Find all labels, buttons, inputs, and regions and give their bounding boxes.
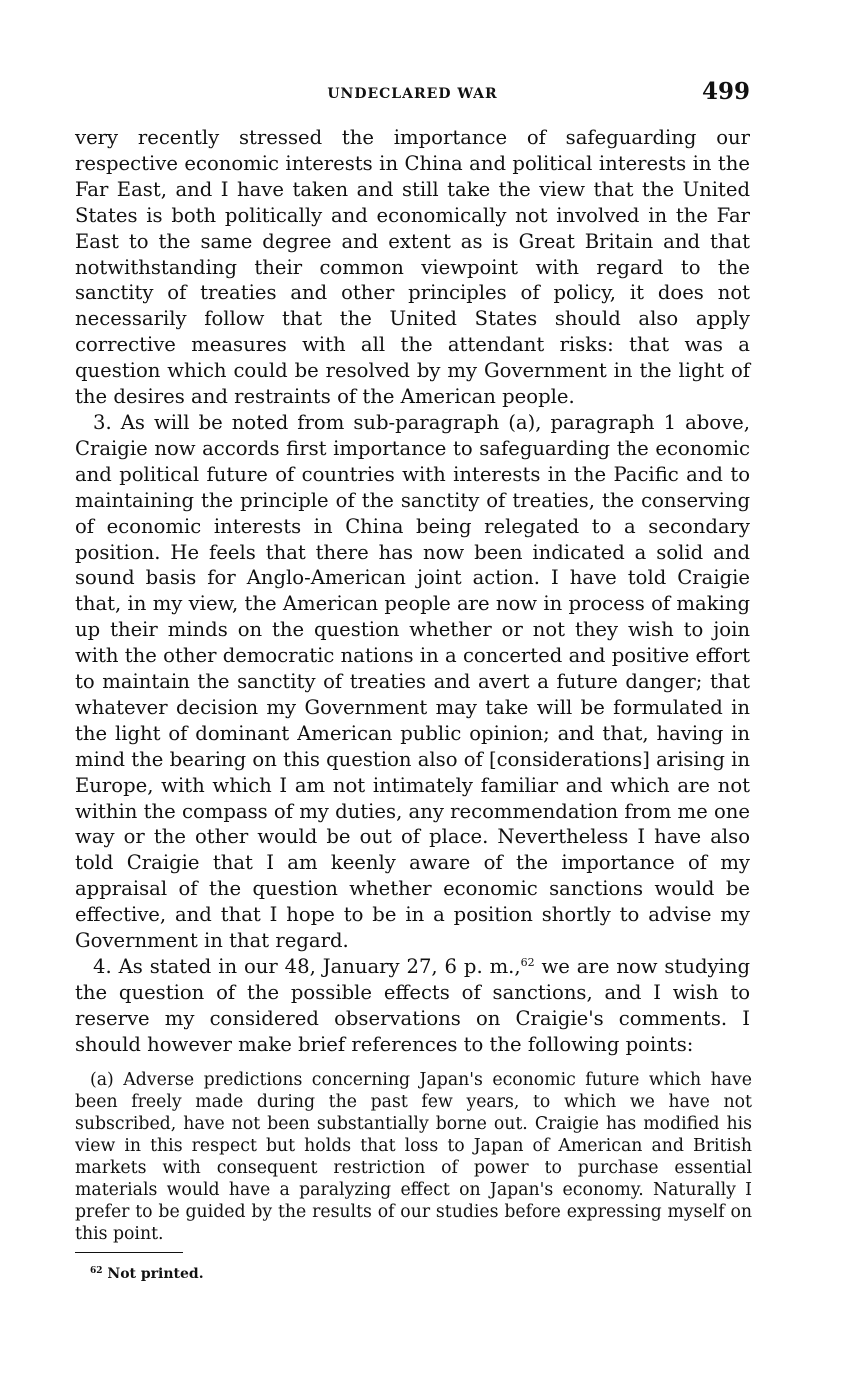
- footnote: [90, 1266, 204, 1282]
- paragraph-4-start: 4. As stated in our 48, January 27, 6 p. m.,: [93, 955, 521, 978]
- paragraph-continued: very recently stressed the importance of safeguarding our respective economic interests in China and political interests in the Far East, and I have taken and still take the view that the United States is both politically and economically not involved in the Far East to the same degree and extent as is Great Britain and that notwithstanding their common viewpoint with regard to the sanctity of treaties and other principles of policy, it does not necessarily follow that the United States should also apply corrective measures with all the attendant risks: that was a question which could be resolved by my Government in the light of the desires and restraints of the American people.: [75, 126, 750, 409]
- subparagraph-a-text: (a) Adverse predictions concerning Japan's economic future which have been freely made during the past few years, to which we have not subscribed, have not been substantially borne out. Craigie has modified his view in this respect but holds that loss to Japan of American and British markets with consequent restriction of power to purchase essential materials would have a paralyzing effect on Japan's economy. Naturally I prefer to be guided by the results of our studies before expressing myself on this point.: [75, 1070, 752, 1244]
- footnote-marker: 62: [90, 1266, 103, 1276]
- footnote-rule: [75, 1252, 183, 1253]
- footnote-reference: 62: [520, 956, 535, 969]
- paragraph-4: [75, 954, 750, 1058]
- page-header: [75, 78, 750, 108]
- paragraph-4-rest: we are now studying the question of the possible effects of sanctions, and I wish to reserve my considered observations on Craigie's comments. I should however make brief references to the following points:: [75, 955, 750, 1056]
- footnote-text: Not printed.: [107, 1266, 204, 1282]
- running-head: UNDECLARED WAR: [327, 86, 498, 102]
- page-number: 499: [701, 78, 750, 105]
- subparagraph-a: [75, 1069, 752, 1245]
- body-text: [75, 125, 750, 1058]
- paragraph-3: 3. As will be noted from sub-paragraph (a), paragraph 1 above, Craigie now accords first importance to safeguarding the economic and political future of countries with interests in the Pacific and to maintaining the principle of the sanctity of treaties, the conserving of economic interests in China being relegated to a secondary position. He feels that there has now been indicated a solid and sound basis for Anglo-American joint action. I have told Craigie that, in my view, the American people are now in process of making up their minds on the question whether or not they wish to join with the other democratic nations in a concerted and positive effort to maintain the sanctity of treaties and avert a future danger; that whatever decision my Government may take will be formulated in the light of dominant American public opinion; and that, having in mind the bearing on this question also of [considerations] arising in Europe, with which I am not intimately familiar and which are not within the compass of my duties, any recommendation from me one way or the other would be out of place. Nevertheless I have also told Craigie that I am keenly aware of the importance of my appraisal of the question whether economic sanctions would be effective, and that I hope to be in a position shortly to advise my Government in that regard.: [75, 410, 750, 953]
